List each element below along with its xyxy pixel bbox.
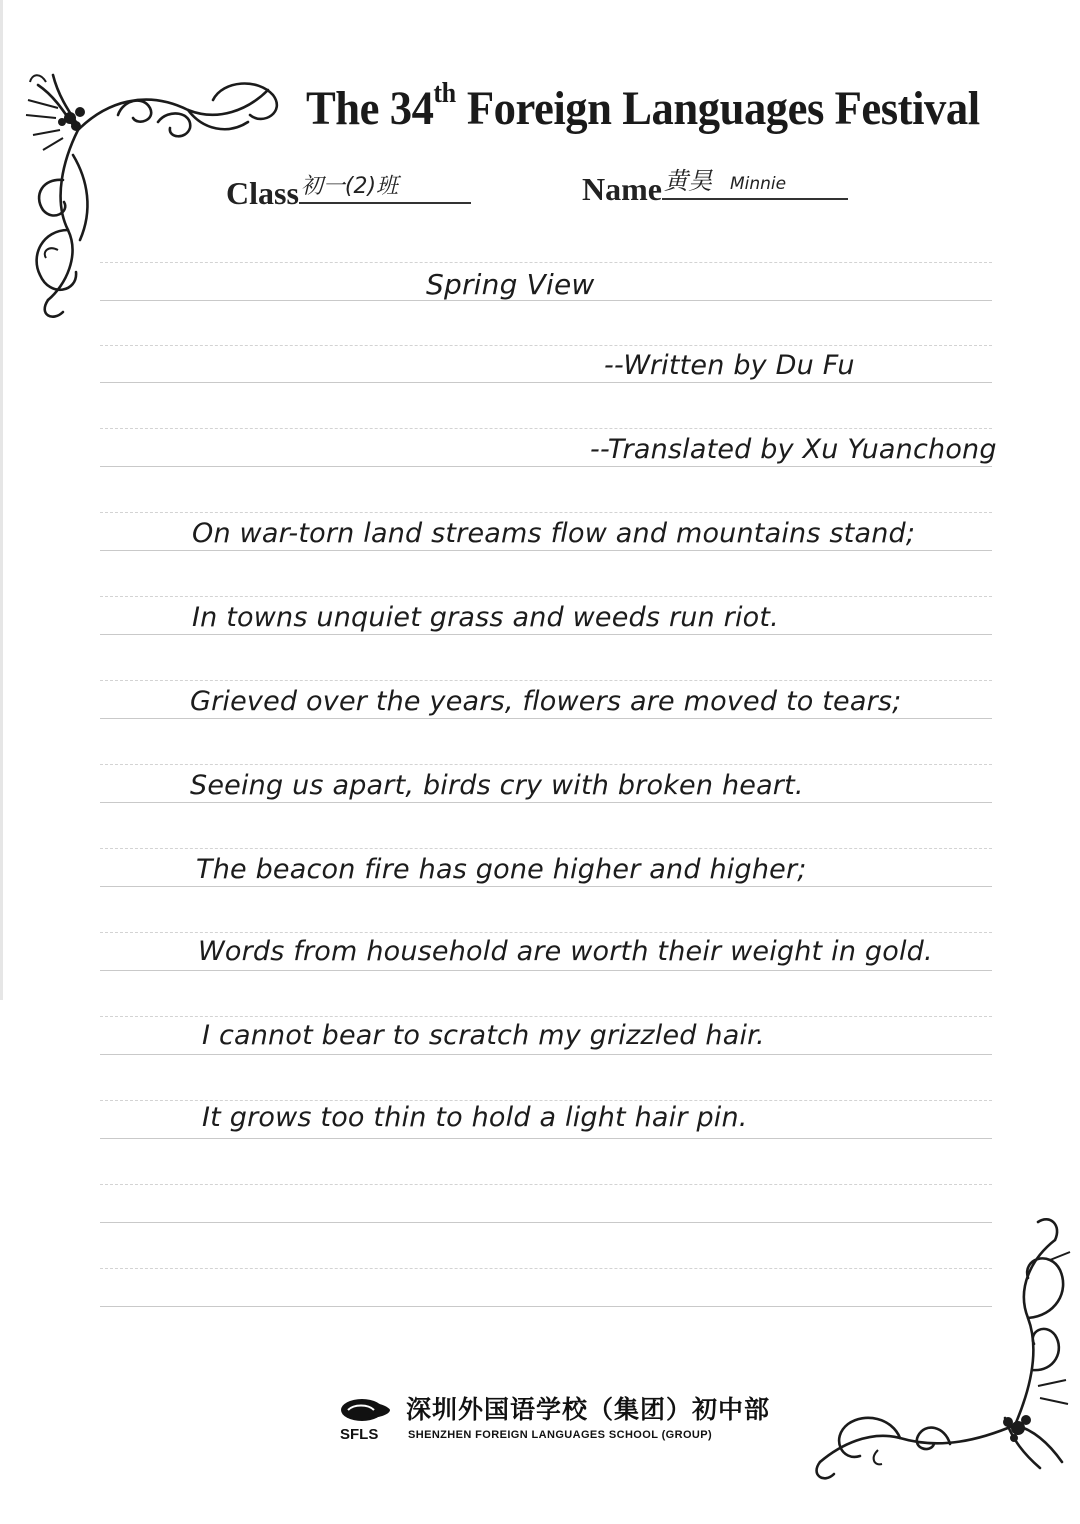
rule-line [100, 1054, 992, 1055]
rule-line [100, 680, 992, 681]
rule-line [100, 382, 992, 383]
rule-line [100, 466, 992, 467]
rule-line [100, 428, 992, 429]
rule-line [100, 1138, 992, 1139]
poem-line: Grieved over the years, flowers are moved to tears; [190, 686, 902, 717]
rule-line [100, 1100, 992, 1101]
rule-line [100, 848, 992, 849]
school-name-english: SHENZHEN FOREIGN LANGUAGES SCHOOL (GROUP) [408, 1429, 713, 1441]
rule-line [100, 970, 992, 971]
rule-line [100, 764, 992, 765]
name-field [582, 164, 848, 208]
poem-line: On war-torn land streams flow and mountains stand; [192, 518, 916, 549]
scan-edge [0, 0, 3, 1000]
rule-line [100, 1016, 992, 1017]
poem-line: It grows too thin to hold a light hair pin. [202, 1102, 748, 1133]
floral-corner-bottom-right-icon [800, 1200, 1080, 1490]
rule-line [100, 512, 992, 513]
class-label: Class [226, 175, 299, 211]
class-value: 初一(2)班 [300, 174, 399, 199]
poem-line: Seeing us apart, birds cry with broken heart. [190, 770, 804, 801]
rule-line [100, 886, 992, 887]
name-underline [662, 164, 848, 200]
school-abbreviation: SFLS [340, 1426, 379, 1443]
poem-title: Spring View [426, 268, 595, 301]
rule-line [100, 550, 992, 551]
poem-author: --Written by Du Fu [604, 350, 855, 381]
title-superscript: th [433, 78, 456, 109]
school-footer [340, 1390, 790, 1450]
rule-line [100, 802, 992, 803]
poem-line: The beacon fire has gone higher and higher; [196, 854, 807, 885]
rule-line [100, 634, 992, 635]
poem-line: I cannot bear to scratch my grizzled hair. [202, 1020, 765, 1051]
rule-line [100, 718, 992, 719]
name-label: Name [582, 171, 662, 207]
poem-translator: --Translated by Xu Yuanchong [590, 434, 997, 465]
class-underline [299, 168, 471, 204]
school-logo-icon [340, 1398, 392, 1422]
title-prefix: The 34 [306, 82, 434, 135]
class-field [226, 168, 471, 212]
rule-line [100, 596, 992, 597]
rule-line [100, 1184, 992, 1185]
poem-line: In towns unquiet grass and weeds run riot. [192, 602, 779, 633]
name-value-english: Minnie [729, 174, 787, 194]
rule-line [100, 932, 992, 933]
poem-line: Words from household are worth their weight in gold. [198, 936, 933, 967]
school-name-chinese: 深圳外国语学校（集团）初中部 [406, 1395, 771, 1424]
name-value-chinese: 黄昊 [663, 167, 712, 195]
page-title [306, 78, 980, 136]
rule-line [100, 345, 992, 346]
title-suffix: Foreign Languages Festival [466, 82, 980, 135]
rule-line [100, 262, 992, 263]
